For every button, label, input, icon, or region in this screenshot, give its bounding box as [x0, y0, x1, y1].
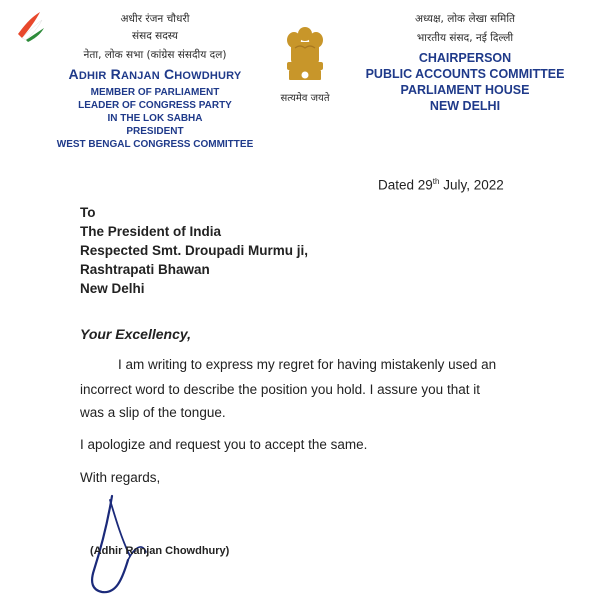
- right-line: CHAIRPERSON: [418, 51, 512, 65]
- right-hindi-title1: अध्यक्ष, लोक लेखा समिति: [414, 13, 516, 25]
- right-designations: [360, 50, 570, 114]
- signature-name: (Adhir Ranjan Chowdhury): [90, 545, 230, 557]
- address-line: Rashtrapati Bhawan: [80, 262, 210, 277]
- mp-name: ADHIR RANJAN CHOWDHURY: [68, 66, 242, 82]
- address-line: The President of India: [80, 224, 222, 239]
- closing: With regards,: [80, 470, 161, 485]
- left-line: MEMBER OF PARLIAMENT: [90, 87, 220, 98]
- paragraph1-line: was a slip of the tongue.: [80, 405, 226, 420]
- left-hindi-title1: संसद सदस्य: [132, 30, 178, 42]
- address-line: Respected Smt. Droupadi Murmu ji,: [80, 243, 309, 258]
- recipient-address: [80, 203, 308, 298]
- left-designations: [40, 86, 270, 151]
- address-line: New Delhi: [80, 281, 145, 296]
- paragraph1-line: I am writing to express my regret for having mistakenly used an: [118, 357, 497, 372]
- left-line: LEADER OF CONGRESS PARTY: [78, 100, 232, 111]
- paragraph2: I apologize and request you to accept the same.: [80, 437, 368, 452]
- left-hindi-title2: नेता, लोक सभा (कांग्रेस संसदीय दल): [83, 49, 227, 61]
- left-line: IN THE LOK SABHA: [107, 113, 203, 124]
- left-hindi-name: अधीर रंजन चौधरी: [120, 13, 190, 25]
- right-line: PARLIAMENT HOUSE: [400, 83, 530, 97]
- right-line: NEW DELHI: [429, 99, 501, 113]
- right-line: PUBLIC ACCOUNTS COMMITTEE: [365, 67, 565, 81]
- right-hindi-title2: भारतीय संसद, नई दिल्ली: [416, 32, 514, 44]
- left-line: PRESIDENT: [126, 126, 184, 137]
- paragraph1-line: incorrect word to describe the position you hold. I assure you that it: [80, 382, 480, 397]
- national-emblem-icon: [282, 22, 328, 88]
- left-line: WEST BENGAL CONGRESS COMMITTEE: [56, 139, 254, 150]
- letter-date: Dated 29th July, 2022: [378, 177, 504, 193]
- salutation: Your Excellency,: [80, 326, 192, 342]
- emblem-motto: सत्यमेव जयते: [280, 93, 330, 104]
- address-line: To: [80, 205, 96, 220]
